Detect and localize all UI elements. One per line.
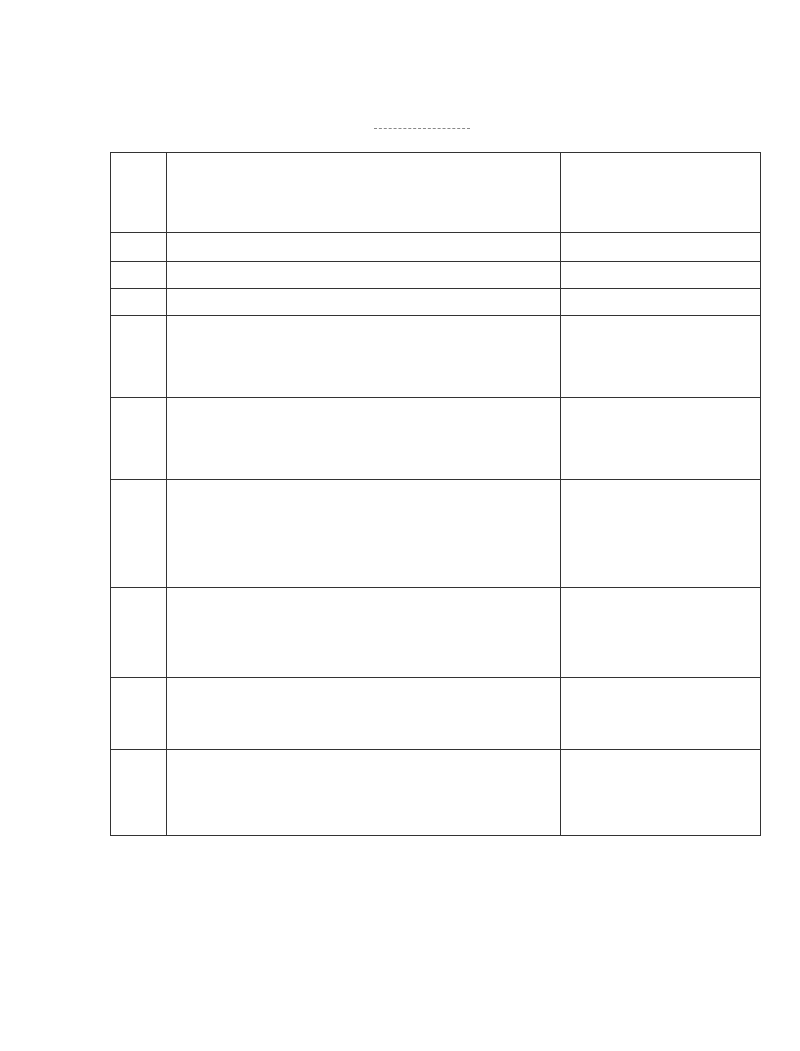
row-salary-rate xyxy=(561,233,761,262)
table-row xyxy=(111,678,761,750)
header-salary-rate xyxy=(561,153,761,233)
row-salary-rate xyxy=(561,588,761,678)
row-salary-rate xyxy=(561,678,761,750)
row-qualification xyxy=(167,316,561,398)
table-row xyxy=(111,233,761,262)
row-salary-rate xyxy=(561,289,761,316)
header-sequence xyxy=(111,153,167,233)
row-sequence xyxy=(111,750,167,836)
row-salary-rate xyxy=(561,262,761,289)
row-sequence xyxy=(111,289,167,316)
row-sequence xyxy=(111,678,167,750)
table-header-row xyxy=(111,153,761,233)
row-qualification xyxy=(167,398,561,480)
salary-rate-table xyxy=(110,152,761,836)
document-title xyxy=(95,66,745,110)
row-salary-rate xyxy=(561,480,761,588)
title-divider xyxy=(374,128,470,129)
row-qualification xyxy=(167,233,561,262)
row-qualification xyxy=(167,588,561,678)
document-title-line-1 xyxy=(95,66,745,88)
table-row xyxy=(111,480,761,588)
row-qualification xyxy=(167,262,561,289)
table-row xyxy=(111,289,761,316)
document-title-line-2 xyxy=(95,88,745,110)
table-row xyxy=(111,316,761,398)
row-qualification xyxy=(167,750,561,836)
table-row xyxy=(111,588,761,678)
row-sequence xyxy=(111,262,167,289)
row-sequence xyxy=(111,588,167,678)
row-salary-rate xyxy=(561,398,761,480)
row-qualification xyxy=(167,480,561,588)
header-qualification xyxy=(167,153,561,233)
row-salary-rate xyxy=(561,750,761,836)
table-row xyxy=(111,750,761,836)
table-row xyxy=(111,398,761,480)
row-qualification xyxy=(167,289,561,316)
row-qualification xyxy=(167,678,561,750)
row-sequence xyxy=(111,480,167,588)
table-row xyxy=(111,262,761,289)
row-sequence xyxy=(111,316,167,398)
row-sequence xyxy=(111,233,167,262)
row-salary-rate xyxy=(561,316,761,398)
row-sequence xyxy=(111,398,167,480)
